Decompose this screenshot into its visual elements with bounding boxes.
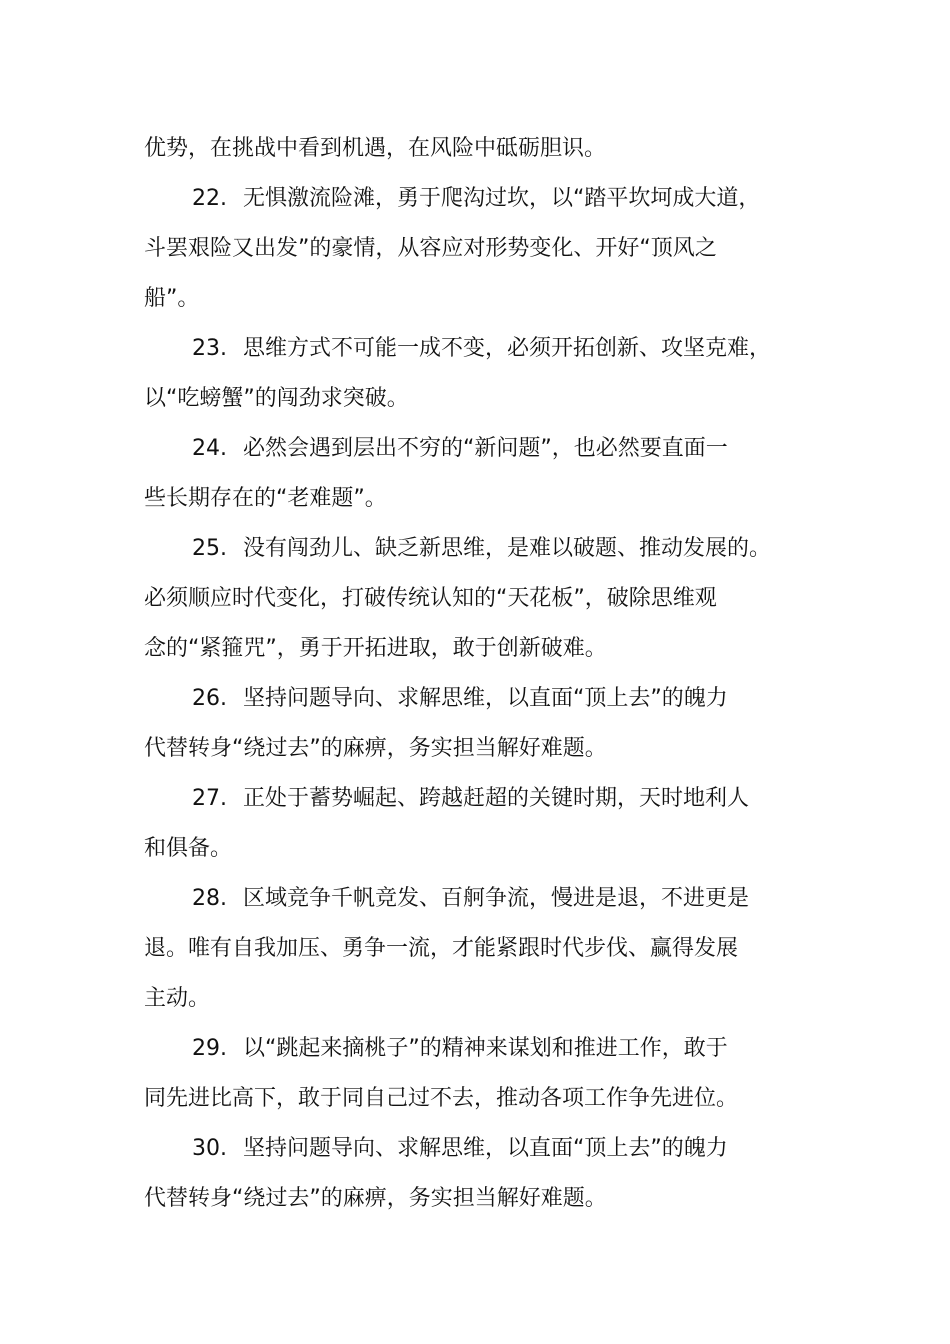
item-first-line [144,774,808,824]
item-line: 必须顺应时代变化，打破传统认知的“天花板”，破除思维观 [144,586,717,611]
item-line: 同先进比高下，敢于同自己过不去，推动各项工作争先进位。 [144,1086,739,1111]
list-item-30 [144,1124,808,1224]
item-first-line [144,524,808,574]
item-line: 代替转身“绕过去”的麻痹，务实担当解好难题。 [144,736,607,761]
item-first-line [144,674,808,724]
list-item-29 [144,1024,808,1124]
list-item-23 [144,324,808,424]
item-line: 退。唯有自我加压、勇争一流，才能紧跟时代步伐、赢得发展 [144,936,739,961]
item-number: 30. [192,1136,227,1161]
item-first-line [144,174,808,224]
item-line: 以“吃螃蟹”的闯劲求突破。 [144,386,409,411]
item-first-line [144,1024,808,1074]
item-number: 27. [192,786,227,811]
item-number: 24. [192,436,227,461]
item-text: 无惧激流险滩，勇于爬沟过坎，以“踏平坎坷成大道， [243,186,761,211]
list-item-27 [144,774,808,874]
item-line: 和俱备。 [144,836,233,861]
item-number: 29. [192,1036,227,1061]
item-text: 以“跳起来摘桃子”的精神来谋划和推进工作，敢于 [243,1036,728,1061]
item-text: 必然会遇到层出不穷的“新问题”，也必然要直面一 [243,436,728,461]
item-number: 25. [192,536,227,561]
item-line: 些长期存在的“老难题”。 [144,486,387,511]
item-line: 船”。 [144,286,200,311]
list-item-26 [144,674,808,774]
list-item-22 [144,174,808,324]
item-line: 主动。 [144,986,211,1011]
list-item-24 [144,424,808,524]
item-first-line [144,874,808,924]
item-line: 念的“紧箍咒”，勇于开拓进取，敢于创新破难。 [144,636,607,661]
item-first-line [144,324,808,374]
item-text: 没有闯劲儿、缺乏新思维，是难以破题、推动发展的。 [243,536,772,561]
document-body [144,124,808,1224]
item-text: 坚持问题导向、求解思维，以直面“顶上去”的魄力 [243,686,728,711]
list-item-28 [144,874,808,1024]
item-number: 22. [192,186,227,211]
item-number: 28. [192,886,227,911]
continuation-line: 优势，在挑战中看到机遇，在风险中砥砺胆识。 [144,136,607,161]
list-item-25 [144,524,808,674]
item-line: 代替转身“绕过去”的麻痹，务实担当解好难题。 [144,1186,607,1211]
item-first-line [144,424,808,474]
item-text: 思维方式不可能一成不变，必须开拓创新、攻坚克难， [243,336,772,361]
item-text: 区域竞争千帆竞发、百舸争流，慢进是退，不进更是 [243,886,750,911]
item-text: 正处于蓄势崛起、跨越赶超的关键时期，天时地利人 [243,786,750,811]
item-line: 斗罢艰险又出发”的豪情，从容应对形势变化、开好“顶风之 [144,236,717,261]
item-first-line [144,1124,808,1174]
item-number: 26. [192,686,227,711]
item-text: 坚持问题导向、求解思维，以直面“顶上去”的魄力 [243,1136,728,1161]
item-number: 23. [192,336,227,361]
